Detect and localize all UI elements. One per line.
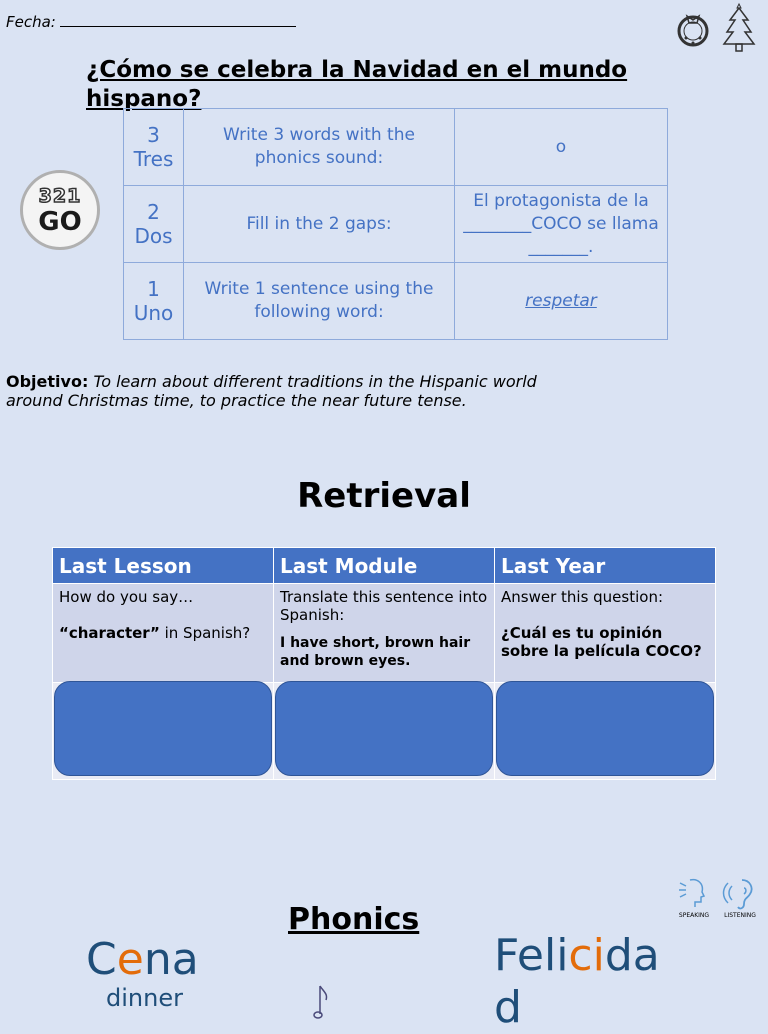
date-line xyxy=(60,12,296,27)
badge-number: 321 xyxy=(38,185,82,207)
word-sound: e xyxy=(116,934,144,985)
date-field[interactable] xyxy=(6,12,296,31)
word-sound: c xyxy=(568,930,593,981)
question-cell xyxy=(53,584,274,683)
starter-word: Dos xyxy=(134,224,173,248)
question-line: Translate this sentence into Spanish: xyxy=(280,588,488,624)
starter-number-cell xyxy=(124,109,184,186)
question-line: Answer this question: xyxy=(501,588,664,606)
question-cell xyxy=(274,584,495,683)
objective-text: To learn about different traditions in the Hispanic world around Christmas time, to practice the near future tense. xyxy=(6,372,537,410)
starter-task: Write 3 words with the phonics sound: xyxy=(184,109,455,186)
objective-label: Objetivo: xyxy=(6,372,89,391)
starter-task: Fill in the 2 gaps: xyxy=(184,186,455,263)
phonics-translation: dinner xyxy=(106,984,183,1012)
christmas-tree-icon xyxy=(720,2,758,54)
starter-row xyxy=(124,186,668,263)
starter-answer: o xyxy=(455,109,668,186)
answer-cell xyxy=(274,683,495,780)
answer-box[interactable] xyxy=(496,681,714,776)
question-line: How do you say… xyxy=(59,588,194,606)
question-cell xyxy=(495,584,716,683)
question-line xyxy=(59,624,267,642)
listening-label: LISTENING xyxy=(724,912,756,918)
phonics-heading: Phonics xyxy=(288,902,420,937)
starter-answer-cell xyxy=(455,263,668,340)
starter-task: Write 1 sentence using the following word: xyxy=(184,263,455,340)
starter-num: 1 xyxy=(147,277,160,301)
question-bold xyxy=(501,624,709,660)
wreath-icon xyxy=(674,10,712,48)
question-bold-text: I have short, brown hair and brown eyes. xyxy=(280,635,471,669)
321-go-logo xyxy=(20,170,100,250)
speaking-label: SPEAKING xyxy=(678,912,710,918)
listening-icon xyxy=(722,874,758,918)
question-bold: “character” xyxy=(59,624,160,642)
starter-number-cell xyxy=(124,186,184,263)
question-tail: in Spanish? xyxy=(159,624,251,642)
starter-word: Tres xyxy=(133,147,174,171)
answer-box[interactable] xyxy=(54,681,272,776)
column-header: Last Module xyxy=(274,548,495,584)
phonics-word-cena xyxy=(86,934,199,985)
word-part: Feli xyxy=(494,930,569,981)
answer-box[interactable] xyxy=(275,681,493,776)
starter-row xyxy=(124,109,668,186)
starter-row xyxy=(124,263,668,340)
answer-cell xyxy=(495,683,716,780)
column-header: Last Year xyxy=(495,548,716,584)
question-bold xyxy=(280,634,488,670)
word-sound: i xyxy=(592,930,605,981)
page-title: ¿Cómo se celebra la Navidad en el mundo hispano? xyxy=(86,57,628,112)
objective xyxy=(6,372,554,410)
answer-cell xyxy=(53,683,274,780)
starter-number-cell xyxy=(124,263,184,340)
retrieval-table xyxy=(52,547,716,780)
question-bold-text: ¿Cuál es tu opinión sobre la película COCO? xyxy=(501,624,702,660)
starter-num: 2 xyxy=(147,200,160,224)
word-part: na xyxy=(143,934,199,985)
music-note-icon xyxy=(312,984,334,1024)
starter-answer: El protagonista de la ________COCO se llama _______. xyxy=(455,186,668,263)
retrieval-heading: Retrieval xyxy=(297,476,471,516)
badge-word: GO xyxy=(38,207,82,237)
date-label: Fecha: xyxy=(6,13,56,31)
starter-table xyxy=(123,108,668,340)
column-header: Last Lesson xyxy=(53,548,274,584)
starter-answer: respetar xyxy=(525,290,597,311)
speaking-icon xyxy=(676,874,712,918)
phonics-word-felicidad xyxy=(494,930,664,1034)
starter-word: Uno xyxy=(133,301,174,325)
starter-num: 3 xyxy=(147,123,160,147)
word-part: da d xyxy=(494,930,660,1033)
word-part: C xyxy=(86,934,117,985)
